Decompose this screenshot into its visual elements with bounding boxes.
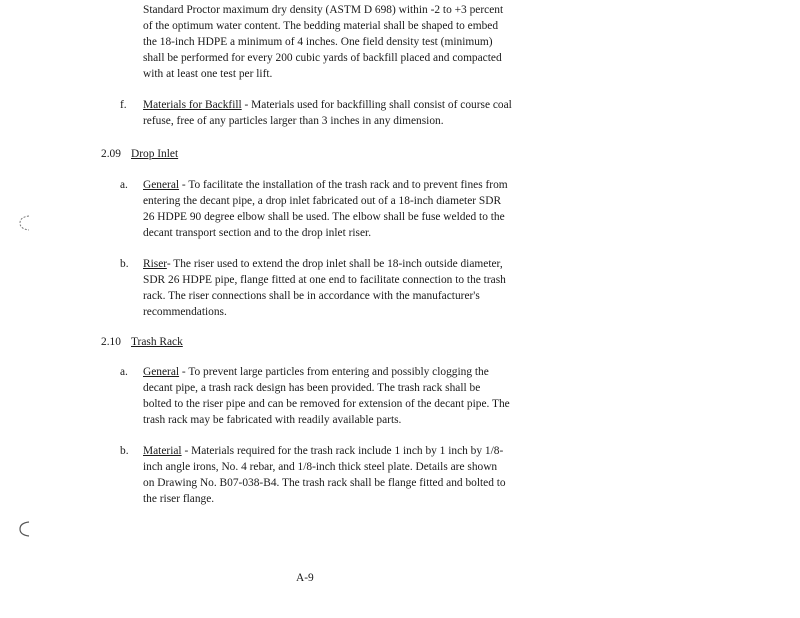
item-trash-rack-material (143, 443, 543, 507)
text-line: SDR 26 HDPE pipe, flange fitted at one end to facilitate connection to the trash (143, 274, 506, 286)
page-number: A-9 (296, 572, 314, 584)
text-line: recommendations. (143, 306, 227, 318)
punch-hole-mark-icon (17, 214, 35, 232)
item-text: - To prevent large particles from entering and possibly clogging the (179, 366, 489, 378)
text-line: the 18-inch HDPE a minimum of 4 inches. One field density test (minimum) (143, 36, 493, 48)
text-line: of the optimum water content. The bedding material shall be shaped to embed (143, 20, 499, 32)
text-line: Standard Proctor maximum dry density (ASTM D 698) within -2 to +3 percent (143, 4, 504, 16)
text-line (143, 256, 543, 272)
section-heading-trash-rack (101, 334, 183, 350)
text-line: bolted to the riser pipe and can be removed for extension of the decant pipe. The (143, 398, 510, 410)
item-marker: a. (120, 366, 128, 378)
section-number: 2.09 (101, 148, 121, 160)
section-title: Trash Rack (131, 336, 183, 348)
text-line: decant pipe, a trash rack design has been provided. The trash rack shall be (143, 382, 481, 394)
text-line: on Drawing No. B07-038-B4. The trash rack shall be flange fitted and bolted to (143, 477, 506, 489)
text-line: rack. The riser connections shall be in accordance with the manufacturer's (143, 290, 480, 302)
item-drop-inlet-riser (143, 256, 543, 320)
text-line (143, 443, 543, 459)
item-title: Riser (143, 258, 167, 270)
text-line: decant transport section and to the drop inlet riser. (143, 227, 372, 239)
section-title: Drop Inlet (131, 148, 179, 160)
item-marker: a. (120, 179, 128, 191)
item-materials-for-backfill (143, 97, 543, 129)
text-line (143, 177, 543, 193)
item-text: - The riser used to extend the drop inlet shall be 18-inch outside diameter, (166, 258, 503, 270)
item-drop-inlet-general (143, 177, 543, 241)
item-text: - To facilitate the installation of the trash rack and to prevent fines from (179, 179, 508, 191)
item-title: General (143, 179, 180, 191)
paragraph-bedding-continued (143, 2, 543, 82)
text-line: entering the decant pipe, a drop inlet fabricated out of a 18-inch diameter SDR (143, 195, 502, 207)
text-line: the riser flange. (143, 493, 215, 505)
item-title: General (143, 366, 180, 378)
section-number: 2.10 (101, 336, 121, 348)
item-marker: b. (120, 258, 129, 270)
item-marker: b. (120, 445, 129, 457)
item-marker: f. (120, 99, 127, 111)
text-line: shall be performed for every 200 cubic yards of backfill placed and compacted (143, 52, 502, 64)
text-line (143, 364, 543, 380)
item-text: - Materials required for the trash rack include 1 inch by 1 inch by 1/8- (181, 445, 504, 457)
item-trash-rack-general (143, 364, 543, 428)
text-line: refuse, free of any particles larger than 3 inches in any dimension. (143, 115, 444, 127)
text-line: trash rack may be fabricated with readily available parts. (143, 414, 402, 426)
punch-hole-mark-icon (17, 520, 35, 538)
item-text: - Materials used for backfilling shall consist of course coal (241, 99, 512, 111)
item-title: Material (143, 445, 182, 457)
text-line: inch angle irons, No. 4 rebar, and 1/8-inch thick steel plate. Details are shown (143, 461, 498, 473)
text-line: 26 HDPE 90 degree elbow shall be used. The elbow shall be fuse welded to the (143, 211, 505, 223)
section-heading-drop-inlet (101, 146, 178, 162)
item-title: Materials for Backfill (143, 99, 242, 111)
text-line (143, 97, 543, 113)
text-line: with at least one test per lift. (143, 68, 273, 80)
